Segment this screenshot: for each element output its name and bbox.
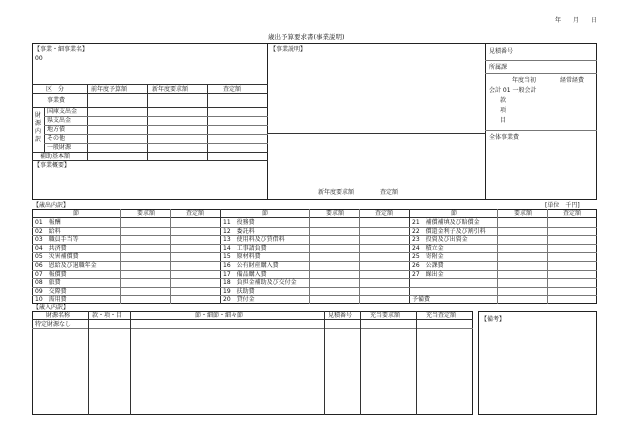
breakdown-item: 26 公課費 xyxy=(412,262,444,269)
breakdown-item: 14 工事請負費 xyxy=(223,244,267,252)
fund-row: 国庫支出金 xyxy=(47,108,78,115)
breakdown-item: 09 交際費 xyxy=(35,287,67,295)
revenue-header: 【歳入内訳】 xyxy=(33,304,70,311)
fund-row: 一般財源 xyxy=(47,144,72,151)
breakdown-item: 10 需用費 xyxy=(35,296,67,304)
kou-label: 項 xyxy=(500,107,507,114)
breakdown-item: 16 公有財産購入費 xyxy=(223,262,279,269)
breakdown-item: 15 原材料費 xyxy=(223,253,261,261)
breakdown-table xyxy=(32,209,597,304)
kan-label: 款 xyxy=(500,97,507,104)
breakdown-head-request: 要求額 xyxy=(326,210,345,217)
breakdown-header: 【歳出内訳】 xyxy=(33,202,70,209)
date-month: 月 xyxy=(573,17,580,24)
fund-row: 地方債 xyxy=(47,126,66,133)
breakdown-item: 24 積立金 xyxy=(412,244,444,252)
breakdown-item: 22 償還金利子及び割引料 xyxy=(412,227,486,235)
revenue-head-setsu: 節・細節・細々節 xyxy=(195,312,244,319)
breakdown-item: 12 委託料 xyxy=(223,227,255,235)
revenue-head-request: 充当要求額 xyxy=(370,312,401,319)
revenue-table xyxy=(32,311,473,415)
account-label: 会計 01 一般会計 xyxy=(489,87,537,94)
revenue-head-assessed: 充当査定額 xyxy=(426,312,457,319)
project-header: 【事業・細事業名】 xyxy=(34,46,89,53)
note-header: 【備考】 xyxy=(481,316,506,323)
breakdown-item: 23 投資及び出資金 xyxy=(412,236,468,244)
summary-header: 【事業概要】 xyxy=(34,162,71,169)
breakdown-head-section: 節 xyxy=(262,210,269,217)
breakdown-item: 11 役務費 xyxy=(223,219,255,226)
breakdown-item: 25 寄附金 xyxy=(412,253,444,261)
breakdown-head-assessed: 査定額 xyxy=(186,210,205,217)
page-title: 歳出予算要求書(事業説明) xyxy=(268,33,345,41)
revenue-head-kan: 款・項・目 xyxy=(92,312,123,319)
new-request-label: 新年度要求額 xyxy=(318,189,355,196)
budget-head-category: 区 分 xyxy=(46,86,65,93)
note-box xyxy=(478,311,597,415)
fund-label: 財源内訳 xyxy=(35,112,42,143)
breakdown-item: 19 扶助費 xyxy=(223,287,255,295)
breakdown-item: 18 負担金補助及び交付金 xyxy=(223,279,297,287)
breakdown-item: 04 共済費 xyxy=(35,244,67,252)
initial-label: 年度当初 xyxy=(512,77,537,84)
breakdown-item: 08 旅費 xyxy=(35,279,61,287)
breakdown-item: 05 災害補償費 xyxy=(35,253,79,261)
explanation-box xyxy=(267,43,486,200)
revenue-head-estimate: 見積番号 xyxy=(328,312,353,319)
breakdown-item: 02 給料 xyxy=(35,227,61,235)
breakdown-head-assessed: 査定額 xyxy=(563,210,582,217)
breakdown-head-section: 節 xyxy=(73,210,80,217)
project-code: 00 xyxy=(35,55,43,62)
breakdown-item: 予備費 xyxy=(412,296,431,304)
assessed-label: 査定額 xyxy=(380,189,399,196)
breakdown-item: 20 貸付金 xyxy=(223,296,255,304)
explanation-header: 【事業説明】 xyxy=(270,46,307,53)
estimate-no-label: 見積番号 xyxy=(489,48,514,55)
date-year: 年 xyxy=(555,17,562,24)
budget-head-prev: 前年度予算額 xyxy=(91,86,128,93)
budget-head-assessed: 査定額 xyxy=(223,86,242,93)
breakdown-item: 13 使用料及び賃借料 xyxy=(223,236,285,244)
breakdown-item: 07 報償費 xyxy=(35,270,67,278)
fund-row: 県支出金 xyxy=(47,117,72,124)
budget-head-new: 新年度要求額 xyxy=(152,86,189,93)
total-label: 全体事業費 xyxy=(489,134,520,141)
date-day: 日 xyxy=(591,17,598,24)
budget-expense-label: 事業費 xyxy=(47,97,66,104)
breakdown-head-section: 節 xyxy=(451,210,458,217)
breakdown-item: 03 職員手当等 xyxy=(35,236,79,244)
revenue-first-row: 特定財源なし xyxy=(35,321,72,328)
breakdown-head-request: 要求額 xyxy=(137,210,156,217)
dept-label: 所属課 xyxy=(489,64,508,71)
fund-row: その他 xyxy=(47,135,66,142)
subsidy-label: 補助基本額 xyxy=(40,153,71,160)
expense-type: 経常経費 xyxy=(560,77,585,84)
moku-label: 目 xyxy=(500,117,507,124)
breakdown-head-request: 要求額 xyxy=(514,210,533,217)
breakdown-item: 27 繰出金 xyxy=(412,270,444,278)
breakdown-item: 01 報酬 xyxy=(35,219,61,226)
breakdown-item: 17 備品購入費 xyxy=(223,270,267,278)
revenue-head-source: 財源名称 xyxy=(46,312,71,319)
breakdown-item: 21 補償補填及び賠償金 xyxy=(412,219,480,226)
breakdown-head-assessed: 査定額 xyxy=(375,210,394,217)
breakdown-item: 06 恩給及び退職年金 xyxy=(35,262,97,269)
unit-label: [単位 千円] xyxy=(545,202,580,209)
